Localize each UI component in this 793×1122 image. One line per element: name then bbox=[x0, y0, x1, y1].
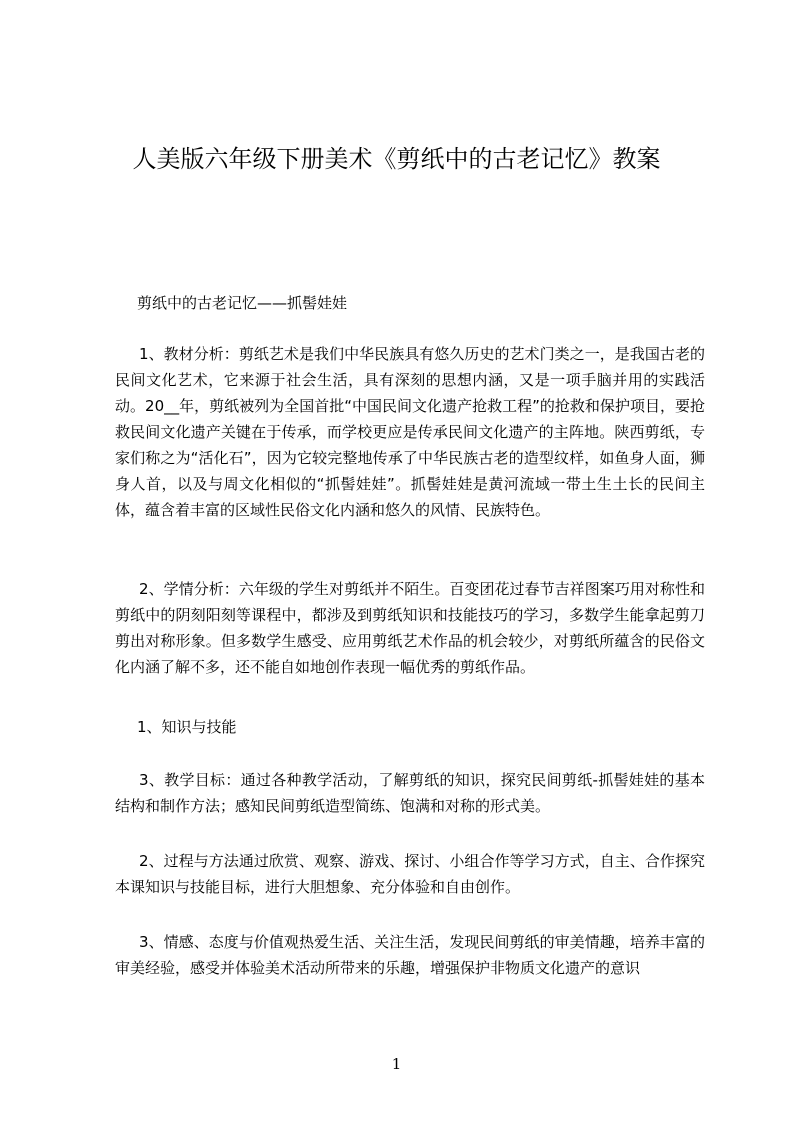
paragraph-student-analysis: 2、学情分析：六年级的学生对剪纸并不陌生。百变团花过春节吉祥图案巧用对称性和剪纸中的阴刻阳刻等课程中，都涉及到剪纸知识和技能技巧的学习，多数学生能拿起剪刀剪出对称形象。但多数学生感受、应用剪纸艺术作品的机会较少，对剪纸所蕴含的民俗文化内涵了解不多，还不能自如地创作表现一幅优秀的剪纸作品。 bbox=[115, 580, 705, 676]
subheading: 剪纸中的古老记忆——抓髻娃娃 bbox=[137, 294, 348, 312]
paragraph-knowledge-skills: 1、知识与技能 bbox=[137, 718, 237, 736]
paragraph-process-methods: 2、过程与方法通过欣赏、观察、游戏、探讨、小组合作等学习方式，自主、合作探究本课知识与技能目标，进行大胆想象、充分体验和自由创作。 bbox=[115, 852, 705, 896]
page-title: 人美版六年级下册美术《剪纸中的古老记忆》教案 bbox=[132, 145, 661, 173]
paragraph-emotion-attitude: 3、情感、态度与价值观热爱生活、关注生活，发现民间剪纸的审美情趣，培养丰富的审美经验，感受并体验美术活动所带来的乐趣，增强保护非物质文化遗产的意识 bbox=[115, 933, 705, 977]
paragraph-teaching-goals: 3、教学目标：通过各种教学活动，了解剪纸的知识，探究民间剪纸-抓髻娃娃的基本结构和制作方法；感知民间剪纸造型简练、饱满和对称的形式美。 bbox=[115, 771, 705, 815]
paragraph-material-analysis: 1、教材分析：剪纸艺术是我们中华民族具有悠久历史的艺术门类之一，是我国古老的民间文化艺术，它来源于社会生活，具有深刻的思想内涵，又是一项手脑并用的实践活动。20__年，剪纸被列为全国首批“中国民间文化遗产抢救工程”的抢救和保护项目，要抢救民间文化遗产关键在于传承，而学校更应是传承民间文化遗产的主阵地。陕西剪纸，专家们称之为“活化石”，因为它较完整地传承了中华民族古老的造型纹样，如鱼身人面，狮身人首，以及与周文化相似的“抓髻娃娃”。抓髻娃娃是黄河流域一带土生土长的民间主体，蕴含着丰富的区域性民俗文化内涵和悠久的风情、民族特色。 bbox=[115, 345, 705, 519]
page-number: 1 bbox=[391, 1055, 402, 1073]
